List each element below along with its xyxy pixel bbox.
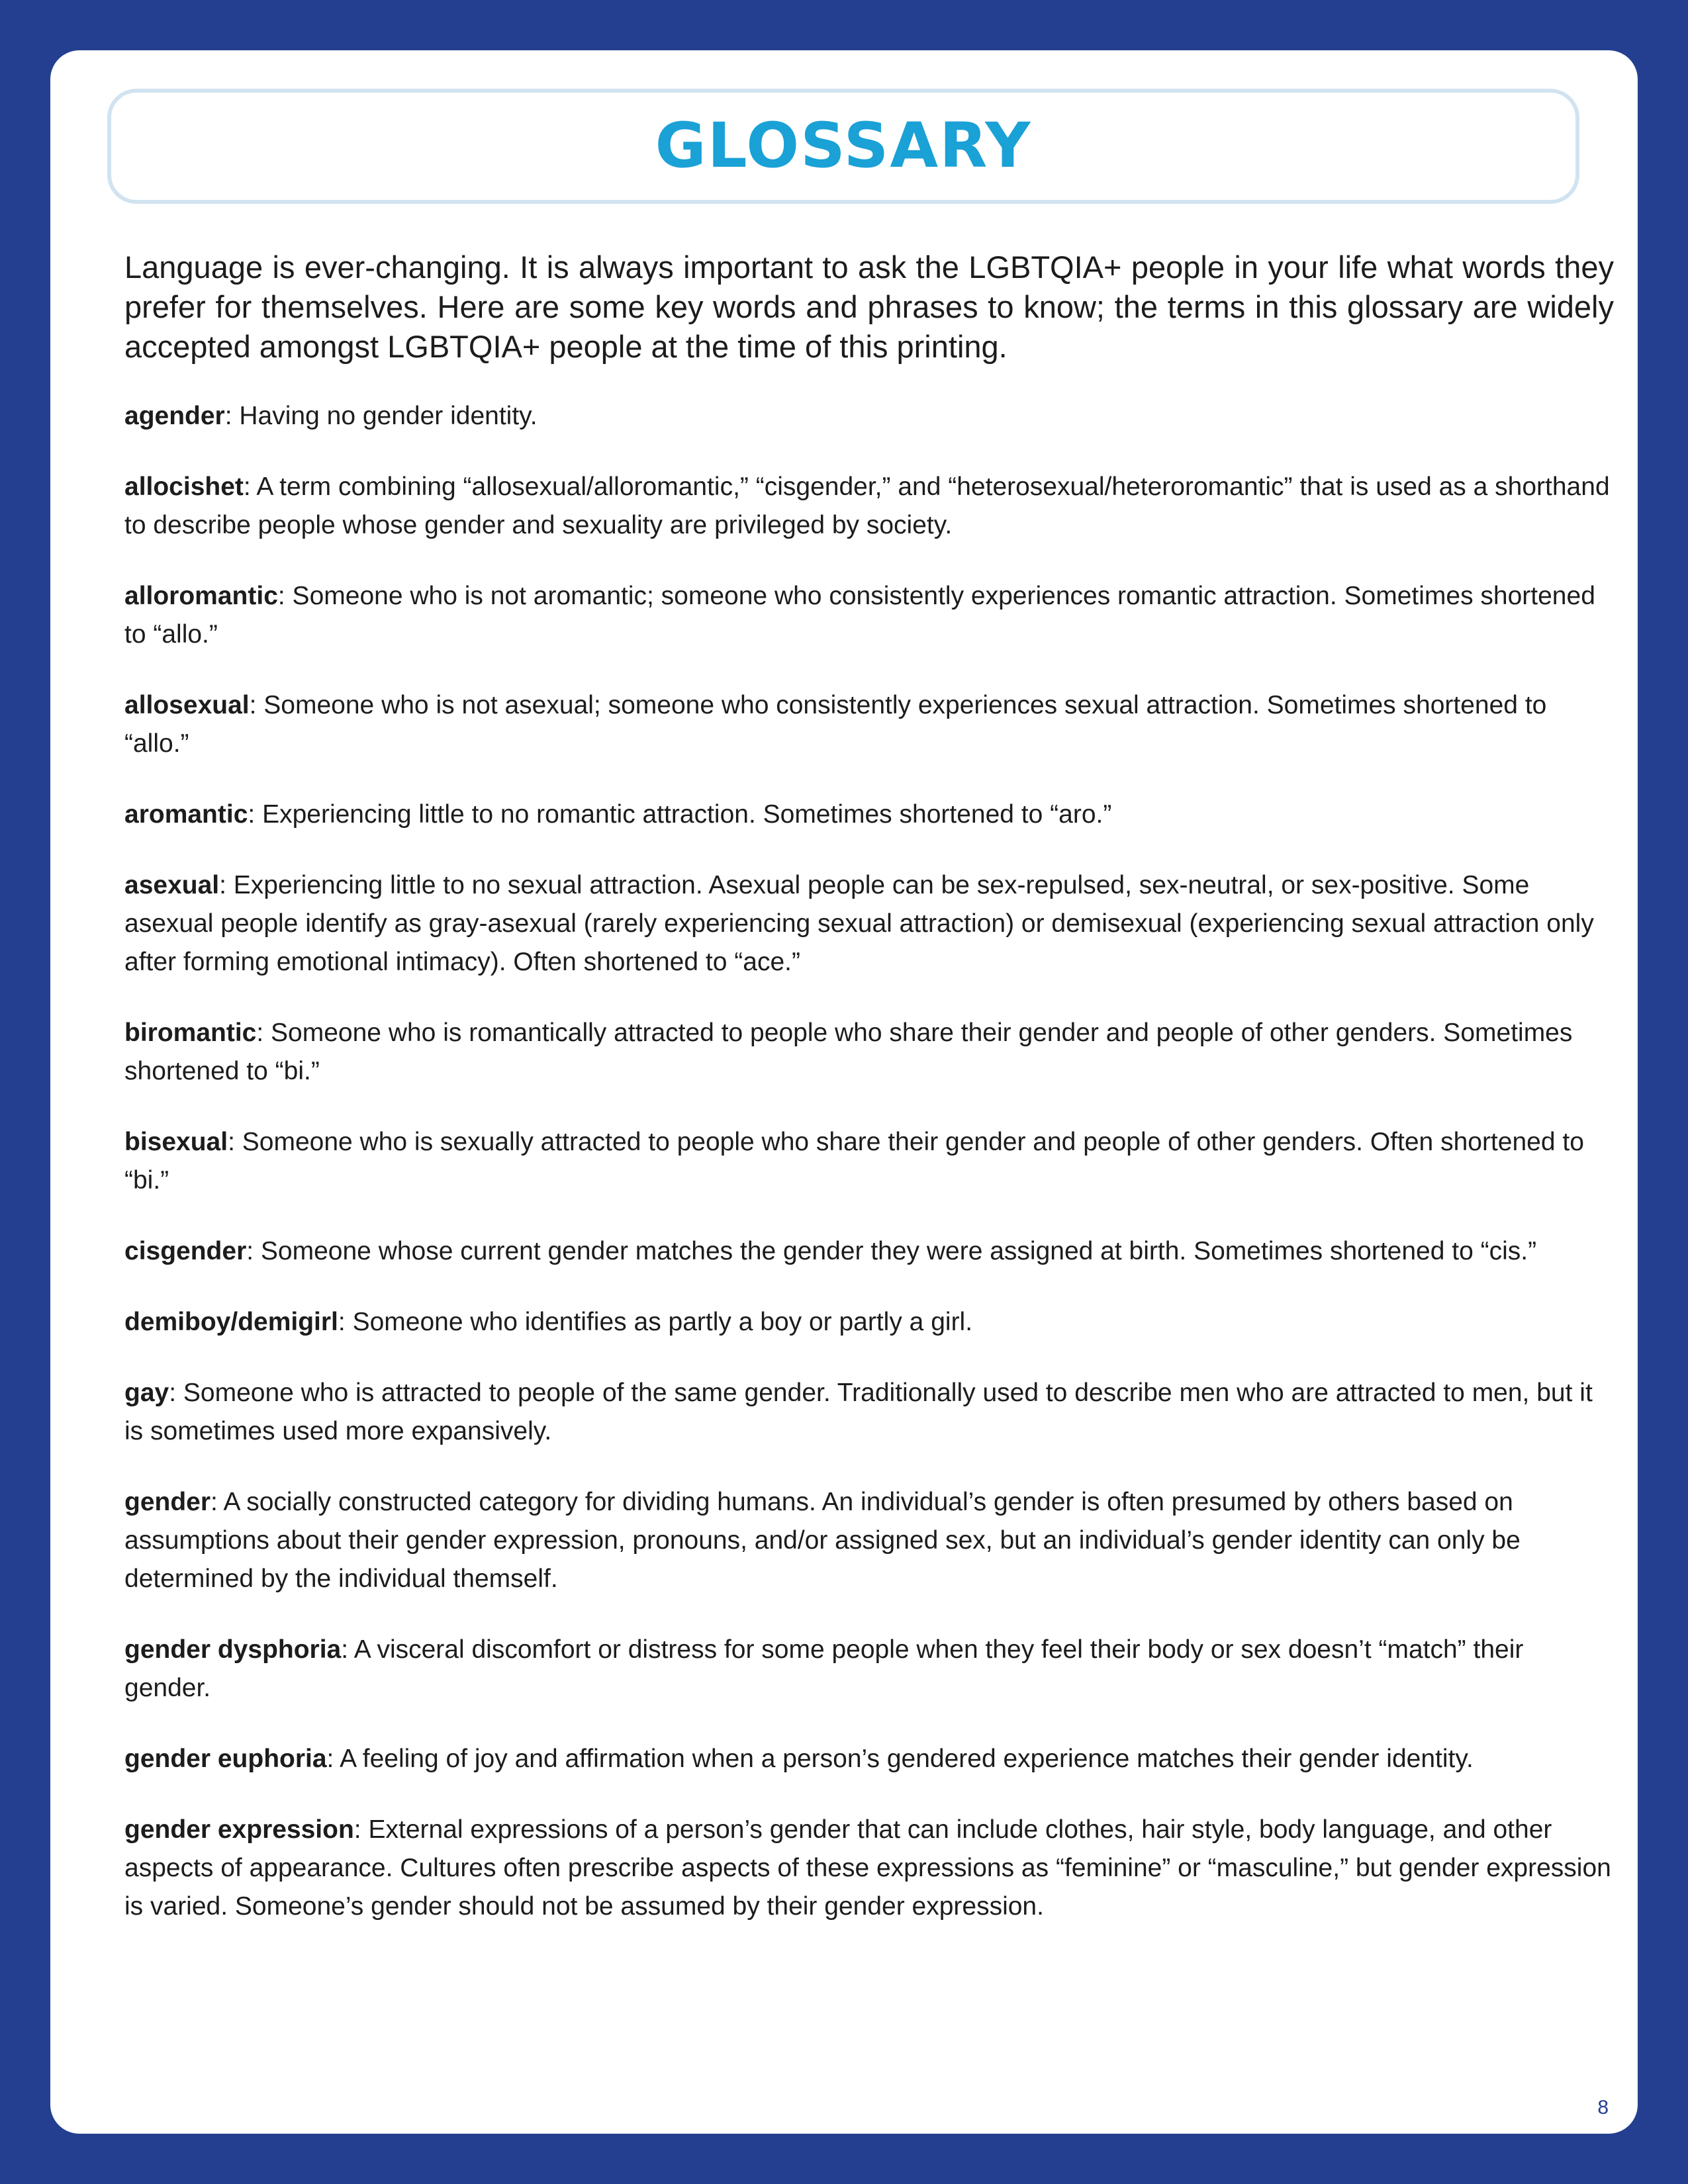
- glossary-entry: [124, 1123, 1614, 1200]
- glossary-definition: : Someone who is romantically attracted to people who share their gender and people of other genders. Sometimes shortened to “bi.”: [124, 1019, 1573, 1085]
- glossary-definition: : Experiencing little to no sexual attraction. Asexual people can be sex-repulsed, sex-neutral, or sex-positive. Some asexual people identify as gray-asexual (rarely experiencing sexual attraction) or demisexual (experiencing sexual attraction only after forming emotional intimacy). Often shortened to “ace.”: [124, 871, 1594, 976]
- glossary-term: allosexual: [124, 691, 250, 719]
- glossary-entry: [124, 1014, 1614, 1091]
- glossary-definition: : Having no gender identity.: [224, 402, 538, 430]
- glossary-term: aromantic: [124, 800, 248, 829]
- glossary-definition: : A visceral discomfort or distress for some people when they feel their body or sex doesn’t “match” their gender.: [124, 1635, 1524, 1702]
- glossary-entry: [124, 1374, 1614, 1451]
- glossary-entry: [124, 1303, 1614, 1342]
- glossary-term: gender: [124, 1488, 211, 1516]
- glossary-term: gender expression: [124, 1815, 354, 1844]
- glossary-entry: [124, 397, 1614, 435]
- glossary-term: agender: [124, 402, 225, 430]
- glossary-definition: : Experiencing little to no romantic attraction. Sometimes shortened to “aro.”: [248, 800, 1112, 829]
- glossary-entry: [124, 686, 1614, 763]
- glossary-definition: : A socially constructed category for dividing humans. An individual’s gender is often presumed by others based on assumptions about their gender expression, pronouns, and/or assigned sex, but an individual’s gender identity can only be determined by the individual themself.: [124, 1488, 1521, 1593]
- glossary-entry: [124, 1631, 1614, 1707]
- glossary-entry: [124, 1232, 1614, 1271]
- glossary-content: [124, 248, 1614, 1958]
- glossary-definition: : External expressions of a person’s gender that can include clothes, hair style, body language, and other aspects of appearance. Cultures often prescribe aspects of these expressions as “feminine” or “masculine,” but gender expression is varied. Someone’s gender should not be assumed by their gender expression.: [124, 1815, 1611, 1921]
- glossary-term: biromantic: [124, 1019, 257, 1047]
- glossary-term: asexual: [124, 871, 220, 899]
- glossary-term: gay: [124, 1379, 169, 1407]
- page-title: GLOSSARY: [655, 110, 1032, 182]
- glossary-definition: : Someone who is attracted to people of the same gender. Traditionally used to describe men who are attracted to men, but it is sometimes used more expansively.: [124, 1379, 1593, 1445]
- page-card: [50, 50, 1638, 2134]
- page-number: 8: [1597, 2097, 1609, 2118]
- glossary-term: gender euphoria: [124, 1745, 327, 1773]
- glossary-entry: [124, 468, 1614, 545]
- glossary-term: bisexual: [124, 1128, 228, 1156]
- glossary-entry: [124, 796, 1614, 834]
- title-box: [107, 89, 1579, 204]
- glossary-definition: : A term combining “allosexual/alloromantic,” “cisgender,” and “heterosexual/heteroromantic” that is used as a shorthand to describe people whose gender and sexuality are privileged by society.: [124, 473, 1610, 539]
- glossary-term: demiboy/demigirl: [124, 1308, 338, 1336]
- intro-paragraph: Language is ever-changing. It is always important to ask the LGBTQIA+ people in your life what words they prefer for themselves. Here are some key words and phrases to know; the terms in this glossary are widely accepted amongst LGBTQIA+ people at the time of this printing.: [124, 250, 1614, 364]
- glossary-definition: : A feeling of joy and affirmation when a person’s gendered experience matches their gender identity.: [326, 1745, 1474, 1773]
- glossary-entry: [124, 577, 1614, 654]
- glossary-definition: : Someone who is not asexual; someone who consistently experiences sexual attraction. Sometimes shortened to “allo.”: [124, 691, 1547, 758]
- glossary-definition: : Someone who identifies as partly a boy or partly a girl.: [338, 1308, 973, 1336]
- glossary-definition: : Someone who is not aromantic; someone who consistently experiences romantic attraction. Sometimes shortened to “allo.”: [124, 582, 1595, 649]
- glossary-term: cisgender: [124, 1237, 247, 1265]
- glossary-entry: [124, 866, 1614, 981]
- glossary-entry: [124, 1811, 1614, 1926]
- glossary-entry: [124, 1483, 1614, 1598]
- glossary-term: gender dysphoria: [124, 1635, 342, 1664]
- glossary-entry: [124, 1740, 1614, 1778]
- glossary-term: allocishet: [124, 473, 244, 501]
- glossary-definition: : Someone whose current gender matches the gender they were assigned at birth. Sometimes shortened to “cis.”: [246, 1237, 1537, 1265]
- glossary-definition: : Someone who is sexually attracted to people who share their gender and people of other genders. Often shortened to “bi.”: [124, 1128, 1584, 1195]
- glossary-term: alloromantic: [124, 582, 278, 610]
